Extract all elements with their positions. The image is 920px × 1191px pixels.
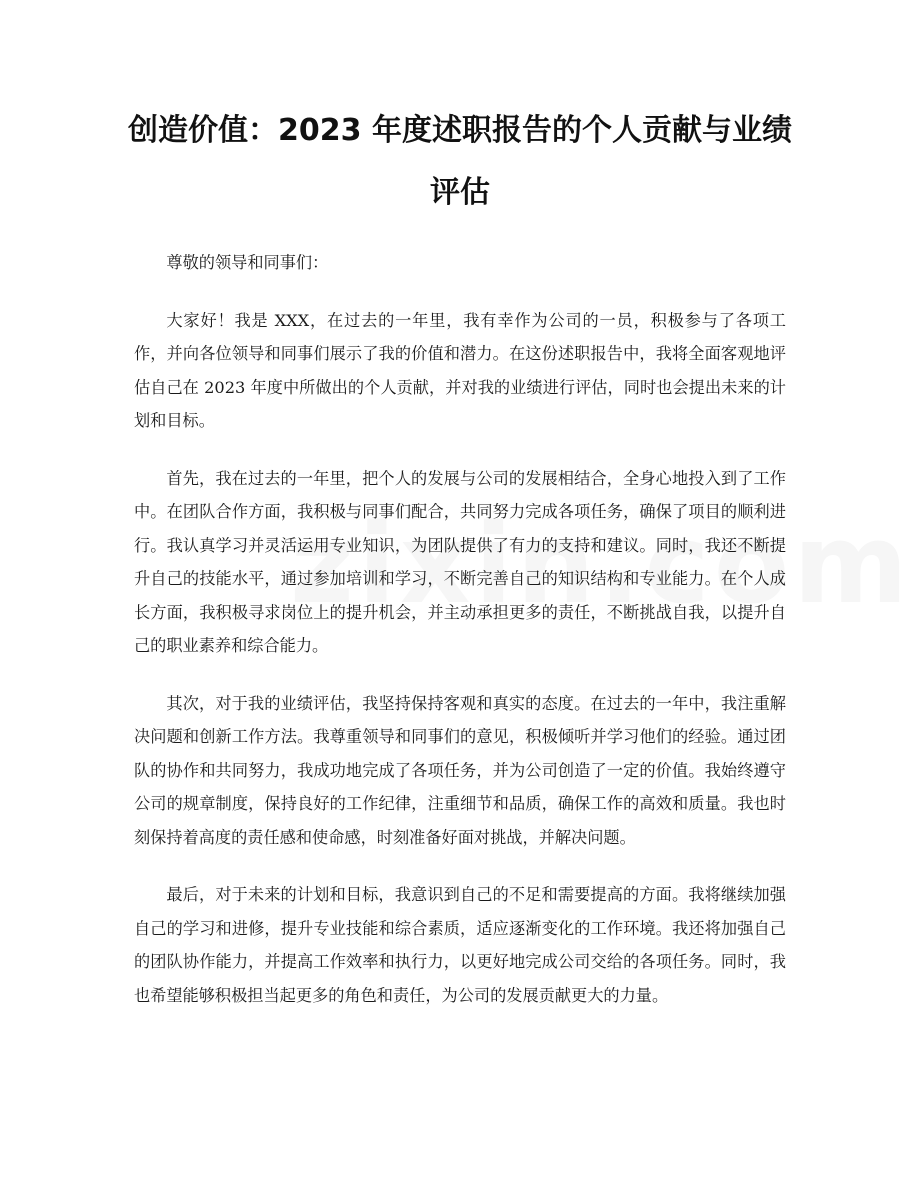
paragraph-second: 其次，对于我的业绩评估，我坚持保持客观和真实的态度。在过去的一年中，我注重解决问题和创新工作方法。我尊重领导和同事们的意见，积极倾听并学习他们的经验。通过团队的协作和共同努力，我成功地完成了各项任务，并为公司创造了一定的价值。我始终遵守公司的规章制度，保持良好的工作纪律，注重细节和品质，确保工作的高效和质量。我也时刻保持着高度的责任感和使命感，时刻准备好面对挑战，并解决问题。 [134,693,786,847]
document-body [134,246,786,1036]
document-title: 创造价值：2023 年度述职报告的个人贡献与业绩评估 [128,113,792,210]
paragraph-last: 最后，对于未来的计划和目标，我意识到自己的不足和需要提高的方面。我将继续加强自己的学习和进修，提升专业技能和综合素质，适应逐渐变化的工作环境。我还将加强自己的团队协作能力，并提高工作效率和执行力，以更好地完成公司交给的各项任务。同时，我也希望能够积极担当起更多的角色和责任，为公司的发展贡献更大的力量。 [134,885,786,1005]
paragraph-first: 首先，我在过去的一年里，把个人的发展与公司的发展相结合，全身心地投入到了工作中。在团队合作方面，我积极与同事们配合，共同努力完成各项任务，确保了项目的顺利进行。我认真学习并灵活运用专业知识，为团队提供了有力的支持和建议。同时，我还不断提升自己的技能水平，通过参加培训和学习，不断完善自己的知识结构和专业能力。在个人成长方面，我积极寻求岗位上的提升机会，并主动承担更多的责任，不断挑战自我，以提升自己的职业素养和综合能力。 [134,468,786,655]
salutation: 尊敬的领导和同事们： [166,253,329,272]
paragraph-intro: 大家好！我是 XXX，在过去的一年里，我有幸作为公司的一员，积极参与了各项工作，并向各位领导和同事们展示了我的价值和潜力。在这份述职报告中，我将全面客观地评估自己在 2023 年度中所做出的个人贡献，并对我的业绩进行评估，同时也会提出未来的计划和目标。 [134,310,786,430]
